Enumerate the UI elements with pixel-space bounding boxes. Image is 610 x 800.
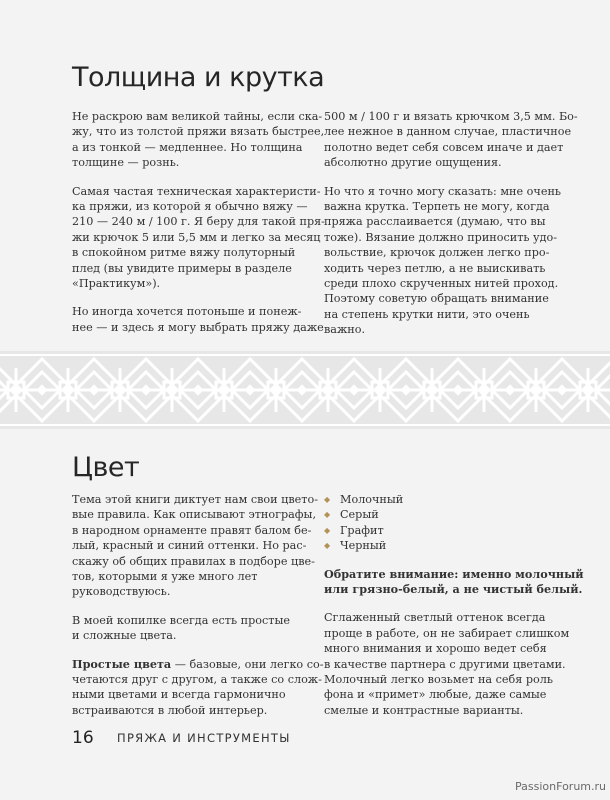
ornament-center-square bbox=[452, 384, 463, 395]
ornament-cross-motif bbox=[306, 368, 350, 412]
simple-colors-list bbox=[324, 492, 564, 554]
ornament-cross-motif bbox=[46, 368, 90, 412]
paragraph: 500 м / 100 г и вязать крючком 3,5 мм. Бо- лее нежное в данном случае, пластичное полотно ведет себя совсем иначе и дает абсолютно другие ощущения. bbox=[324, 110, 578, 170]
ornament-cross-motif bbox=[358, 368, 402, 412]
section-title-thickness: Толщина и крутка bbox=[72, 62, 325, 93]
diamond-bullet-icon: ◆ bbox=[324, 510, 331, 520]
ornament-cross-motif bbox=[254, 368, 298, 412]
paragraph: Но что я точно могу сказать: мне очень важна крутка. Терпеть не могу, когда пряжа расслаивается (думаю, что вы тоже). Вязание должно приносить удо- вольствие, крючок должен легко про- ходить через петлю, а не выискивать среди плохо скрученных нитей проход. Поэтому советую обращать внимание на степень крутки нити, это очень важно. bbox=[324, 184, 561, 337]
list-item: ◆ Серый bbox=[324, 508, 379, 522]
simple-colors-term: Простые цвета bbox=[72, 656, 172, 671]
diamond-bullet-icon: ◆ bbox=[324, 495, 331, 504]
ornament-center-square bbox=[88, 384, 99, 395]
paragraph: Сглаженный светлый оттенок всегда проще в работе, он не забирает слишком много внимания и хорошо ведет себя в качестве партнера с другими цветами. Молочный легко возьмет на себя роль фона и «примет» любые, даже самые смелые и контрастные варианты. bbox=[324, 611, 570, 717]
ornament-center-square bbox=[556, 384, 567, 395]
running-title: ПРЯЖА И ИНСТРУМЕНТЫ bbox=[117, 731, 291, 745]
ornament-center-square bbox=[244, 384, 255, 395]
ornament-center-square bbox=[400, 384, 411, 395]
paragraph-simple-colors: Простые цвета — базовые, они легко со- четаются друг с другом, а также со слож- ными цветами и всегда гармонично встраиваются в любой интерьер. bbox=[72, 656, 324, 717]
section-title-color: Цвет bbox=[72, 452, 140, 483]
paragraph: Тема этой книги диктует нам свои цвето- вые правила. Как описывают этнографы, в народном орнаменте правят балом бе- лый, красный и синий оттенки. Но рас- скажу об общих правилах в подборе цве- тов, которыми я уже много лет руководствуюсь. bbox=[72, 493, 318, 599]
paragraph: В моей копилке всегда есть простые и сложные цвета. bbox=[72, 613, 290, 643]
ornament-cross-motif bbox=[514, 368, 558, 412]
ornament-center-square bbox=[192, 384, 203, 395]
watermark: PassionForum.ru bbox=[515, 780, 606, 793]
folk-ornament-band bbox=[0, 351, 610, 429]
ornament-pattern bbox=[0, 351, 610, 429]
ornament-cross-motif bbox=[410, 368, 454, 412]
section2-left-column bbox=[72, 492, 324, 731]
ornament-center-square bbox=[36, 384, 47, 395]
ornament-cross-motif bbox=[98, 368, 142, 412]
ornament-center-square bbox=[140, 384, 151, 395]
ornament-cross-motif bbox=[462, 368, 506, 412]
list-item: ◆ Черный bbox=[324, 539, 387, 553]
diamond-bullet-icon: ◆ bbox=[324, 525, 331, 535]
list-item: ◆ Графит bbox=[324, 523, 384, 537]
ornament-cross-motif bbox=[202, 368, 246, 412]
page-number: 16 bbox=[72, 728, 94, 748]
paragraph: Но иногда хочется потоньше и понеж- нее — и здесь я могу выбрать пряжу даже bbox=[72, 305, 324, 334]
diamond-bullet-icon: ◆ bbox=[324, 541, 331, 551]
paragraph: Самая частая техническая характеристи- ка пряжи, из которой я обычно вяжу — 210 — 240 м / 100 г. Я беру для такой пря- жи крючок 5 или 5,5 мм и легко за месяц в спокойном ритме вяжу полуторный плед (вы увидите примеры в разделе «Практикум»). bbox=[72, 184, 325, 291]
ornament-center-square bbox=[504, 384, 515, 395]
section2-right-column bbox=[324, 492, 584, 731]
ornament-cross-motif bbox=[566, 368, 610, 412]
ornament-center-square bbox=[296, 384, 307, 395]
attention-note: Обратите внимание: именно молочный или грязно-белый, а не чистый белый. bbox=[324, 566, 584, 597]
list-item: ◆ Молочный bbox=[324, 493, 404, 506]
section1-left-column bbox=[72, 109, 325, 348]
section1-right-column bbox=[324, 109, 578, 351]
paragraph: Не раскрою вам великой тайны, если ска- жу, что из толстой пряжи вязать быстрее, а из тонкой — медленнее. Но толщина толщине — рознь. bbox=[72, 110, 325, 170]
ornament-cross-motif bbox=[150, 368, 194, 412]
ornament-center-square bbox=[348, 384, 359, 395]
